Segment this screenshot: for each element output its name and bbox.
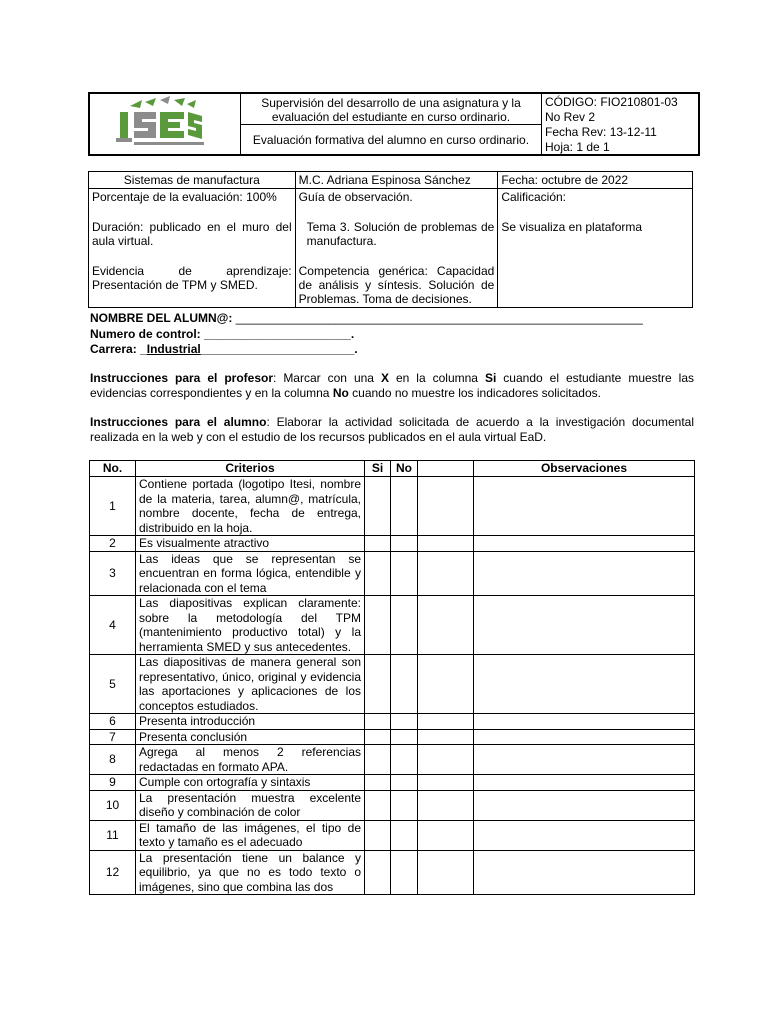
criterion-si-check[interactable] — [365, 850, 391, 895]
criterion-number: 3 — [90, 551, 136, 596]
criterion-text: La presentación tiene un balance y equilibrio, ya que no es todo texto o imágenes, sino que combina las dos — [136, 850, 365, 895]
header-title-line1: Supervisión del desarrollo de una asignatura y la — [261, 96, 521, 110]
table-row — [90, 477, 695, 536]
criterion-no-check[interactable] — [391, 820, 418, 850]
criterion-number: 7 — [90, 729, 136, 745]
criterion-number: 8 — [90, 745, 136, 775]
criterion-text: Agrega al menos 2 referencias redactadas en formato APA. — [136, 745, 365, 775]
criterion-observations[interactable] — [474, 714, 695, 730]
col-header-si: Si — [365, 461, 391, 477]
table-row — [90, 850, 695, 895]
student-name-label: NOMBRE DEL ALUMN@: — [90, 311, 233, 325]
header-title — [241, 94, 541, 125]
header-title-line2: evaluación del estudiante en curso ordinario. — [271, 110, 511, 124]
header-document-codes — [542, 94, 698, 154]
criterion-no-check[interactable] — [391, 714, 418, 730]
criterion-observations[interactable] — [474, 536, 695, 552]
criterion-si-check[interactable] — [365, 596, 391, 655]
criteria-table — [89, 460, 695, 895]
criterion-observations[interactable] — [474, 745, 695, 775]
criterion-observations[interactable] — [474, 790, 695, 820]
table-row — [90, 729, 695, 745]
criterion-number: 6 — [90, 714, 136, 730]
career-line — [90, 342, 694, 356]
criterion-si-check[interactable] — [365, 745, 391, 775]
career-blank: _______________________. — [200, 342, 358, 356]
criterion-observations[interactable] — [474, 477, 695, 536]
criterion-si-check[interactable] — [365, 820, 391, 850]
table-row — [90, 536, 695, 552]
student-instructions-text: : Elaborar la actividad solicitada de acuerdo a la investigación documental realizada en la web y con el estudio de los recursos publicados en el aula virtual EaD. — [90, 415, 694, 444]
teacher-instructions — [90, 371, 694, 401]
table-row — [90, 714, 695, 730]
criterion-si-check[interactable] — [365, 551, 391, 596]
criterion-si-check[interactable] — [365, 477, 391, 536]
table-row — [90, 775, 695, 791]
grade-visibility: Se visualiza en plataforma — [501, 220, 643, 234]
evaluation-duration: Duración: publicado en el muro del aula virtual. — [92, 220, 292, 248]
evaluation-percentage: Porcentaje de la evaluación: 100% — [92, 190, 277, 204]
col-header-no: No. — [90, 461, 136, 477]
criterion-observations[interactable] — [474, 655, 695, 714]
criterion-blank-cell — [418, 820, 474, 850]
criterion-observations[interactable] — [474, 551, 695, 596]
criterion-si-check[interactable] — [365, 655, 391, 714]
career-field[interactable] — [140, 342, 358, 356]
criterion-no-check[interactable] — [391, 850, 418, 895]
criterion-no-check[interactable] — [391, 536, 418, 552]
table-row — [90, 551, 695, 596]
criterion-observations[interactable] — [474, 820, 695, 850]
criterion-si-check[interactable] — [365, 775, 391, 791]
criterion-text: Las ideas que se representan se encuentran en forma lógica, entendible y relacionada con el tema — [136, 551, 365, 596]
criterion-si-check[interactable] — [365, 714, 391, 730]
career-value: Industrial — [146, 342, 201, 356]
criterion-observations[interactable] — [474, 775, 695, 791]
criteria-header-row — [90, 461, 695, 477]
criterion-number: 4 — [90, 596, 136, 655]
teacher-instructions-text-2: en la columna — [388, 371, 485, 385]
criteria-table-body — [90, 477, 695, 895]
criterion-text: Cumple con ortografía y sintaxis — [136, 775, 365, 791]
criterion-text: El tamaño de las imágenes, el tipo de texto y tamaño es el adecuado — [136, 820, 365, 850]
control-number-label: Numero de control: — [90, 327, 201, 341]
teacher-instructions-si: Si — [484, 371, 497, 385]
grade-label: Calificación: — [501, 190, 567, 204]
generic-competence: Competencia genérica: Capacidad de análisis y síntesis. Solución de Problemas. Toma de decisiones. — [298, 264, 495, 306]
col-header-observaciones: Observaciones — [474, 461, 695, 477]
criterion-text: Es visualmente atractivo — [136, 536, 365, 552]
document-code: CÓDIGO: FIO210801-03 — [545, 95, 678, 109]
col-header-no-check: No — [391, 461, 418, 477]
evaluation-date: Fecha: octubre de 2022 — [498, 172, 693, 189]
criterion-blank-cell — [418, 551, 474, 596]
criterion-number: 12 — [90, 850, 136, 895]
course-name: Sistemas de manufactura — [89, 172, 296, 189]
criterion-blank-cell — [418, 850, 474, 895]
criterion-number: 5 — [90, 655, 136, 714]
info-right-cell — [498, 189, 693, 308]
header-subtitle: Evaluación formativa del alumno en curso ordinario. — [252, 133, 530, 147]
criterion-blank-cell — [418, 790, 474, 820]
info-left-cell — [89, 189, 296, 308]
revision-date: Fecha Rev: 13-12-11 — [545, 125, 657, 139]
criterion-text: La presentación muestra excelente diseño y combinación de color — [136, 790, 365, 820]
teacher-name: M.C. Adriana Espinosa Sánchez — [295, 172, 498, 189]
itse-logo-icon — [90, 94, 240, 154]
control-number-line — [90, 327, 694, 341]
logo-letters-icon — [116, 112, 204, 145]
criterion-number: 10 — [90, 790, 136, 820]
teacher-instructions-label: Instrucciones para el profesor — [90, 371, 273, 385]
student-name-line — [90, 311, 694, 325]
career-label: Carrera: — [90, 342, 137, 356]
criterion-text: Las diapositivas de manera general son representativo, único, original y evidencia las aportaciones y aplicaciones de los conceptos estudiados. — [136, 655, 365, 714]
table-row — [90, 596, 695, 655]
criterion-no-check[interactable] — [391, 790, 418, 820]
criterion-no-check[interactable] — [391, 729, 418, 745]
teacher-instructions-text-4: cuando no muestre los indicadores solicitados. — [348, 386, 601, 400]
criterion-blank-cell — [418, 477, 474, 536]
teacher-instructions-text-1: : Marcar con una — [273, 371, 381, 385]
criterion-si-check[interactable] — [365, 790, 391, 820]
criterion-blank-cell — [418, 536, 474, 552]
criterion-text: Las diapositivas explican claramente: sobre la metodología del TPM (mantenimiento productivo total) y la herramienta SMED y sus antecedentes. — [136, 596, 365, 655]
criterion-text: Presenta conclusión — [136, 729, 365, 745]
student-instructions — [90, 415, 694, 445]
institution-logo-cell — [90, 94, 241, 154]
criterion-blank-cell — [418, 714, 474, 730]
criterion-blank-cell — [418, 729, 474, 745]
document-header — [88, 92, 700, 156]
control-number-field[interactable]: ______________________. — [204, 327, 355, 341]
criterion-number: 2 — [90, 536, 136, 552]
criterion-number: 1 — [90, 477, 136, 536]
learning-evidence: Evidencia de aprendizaje: Presentación de TPM y SMED. — [92, 264, 292, 292]
criterion-number: 9 — [90, 775, 136, 791]
table-row — [90, 745, 695, 775]
criterion-blank-cell — [418, 745, 474, 775]
col-header-criterios: Criterios — [136, 461, 365, 477]
course-info-table — [88, 171, 693, 308]
criterion-blank-cell — [418, 775, 474, 791]
table-row — [90, 790, 695, 820]
page-count: Hoja: 1 de 1 — [545, 140, 610, 154]
info-row-body — [89, 189, 693, 308]
topic-title: Tema 3. Solución de problemas de manufactura. — [306, 220, 495, 248]
teacher-instructions-no: No — [332, 386, 349, 400]
criterion-number: 11 — [90, 820, 136, 850]
criterion-observations[interactable] — [474, 729, 695, 745]
criterion-no-check[interactable] — [391, 551, 418, 596]
revision-number: No Rev 2 — [545, 110, 596, 124]
criterion-text: Presenta introducción — [136, 714, 365, 730]
evaluation-instrument: Guía de observación. — [298, 190, 413, 204]
table-row — [90, 820, 695, 850]
teacher-instructions-x: X — [380, 371, 389, 385]
career-prefix: _ — [140, 342, 147, 356]
table-row — [90, 655, 695, 714]
criterion-no-check[interactable] — [391, 655, 418, 714]
logo-leaves-icon — [130, 96, 196, 108]
criterion-observations[interactable] — [474, 596, 695, 655]
criterion-no-check[interactable] — [391, 775, 418, 791]
student-instructions-label: Instrucciones para el alumno — [90, 415, 267, 429]
student-name-field[interactable]: _____________________________________________________________ — [235, 311, 643, 325]
criterion-text: Contiene portada (logotipo Itesi, nombre de la materia, tarea, alumn@, matrícula, nombre docente, fecha de entrega, distribuido en la hoja. — [136, 477, 365, 536]
criterion-observations[interactable] — [474, 850, 695, 895]
criterion-no-check[interactable] — [391, 596, 418, 655]
criterion-blank-cell — [418, 655, 474, 714]
teacher-instructions-text-3: cuando el estudiante muestre las evidencias correspondientes y en la columna — [90, 371, 694, 400]
col-header-blank — [418, 461, 474, 477]
info-middle-cell — [295, 189, 498, 308]
criterion-si-check[interactable] — [365, 729, 391, 745]
criterion-blank-cell — [418, 596, 474, 655]
header-title-cell — [241, 94, 542, 154]
info-row-header — [89, 172, 693, 189]
criterion-si-check[interactable] — [365, 536, 391, 552]
criterion-no-check[interactable] — [391, 745, 418, 775]
criterion-no-check[interactable] — [391, 477, 418, 536]
